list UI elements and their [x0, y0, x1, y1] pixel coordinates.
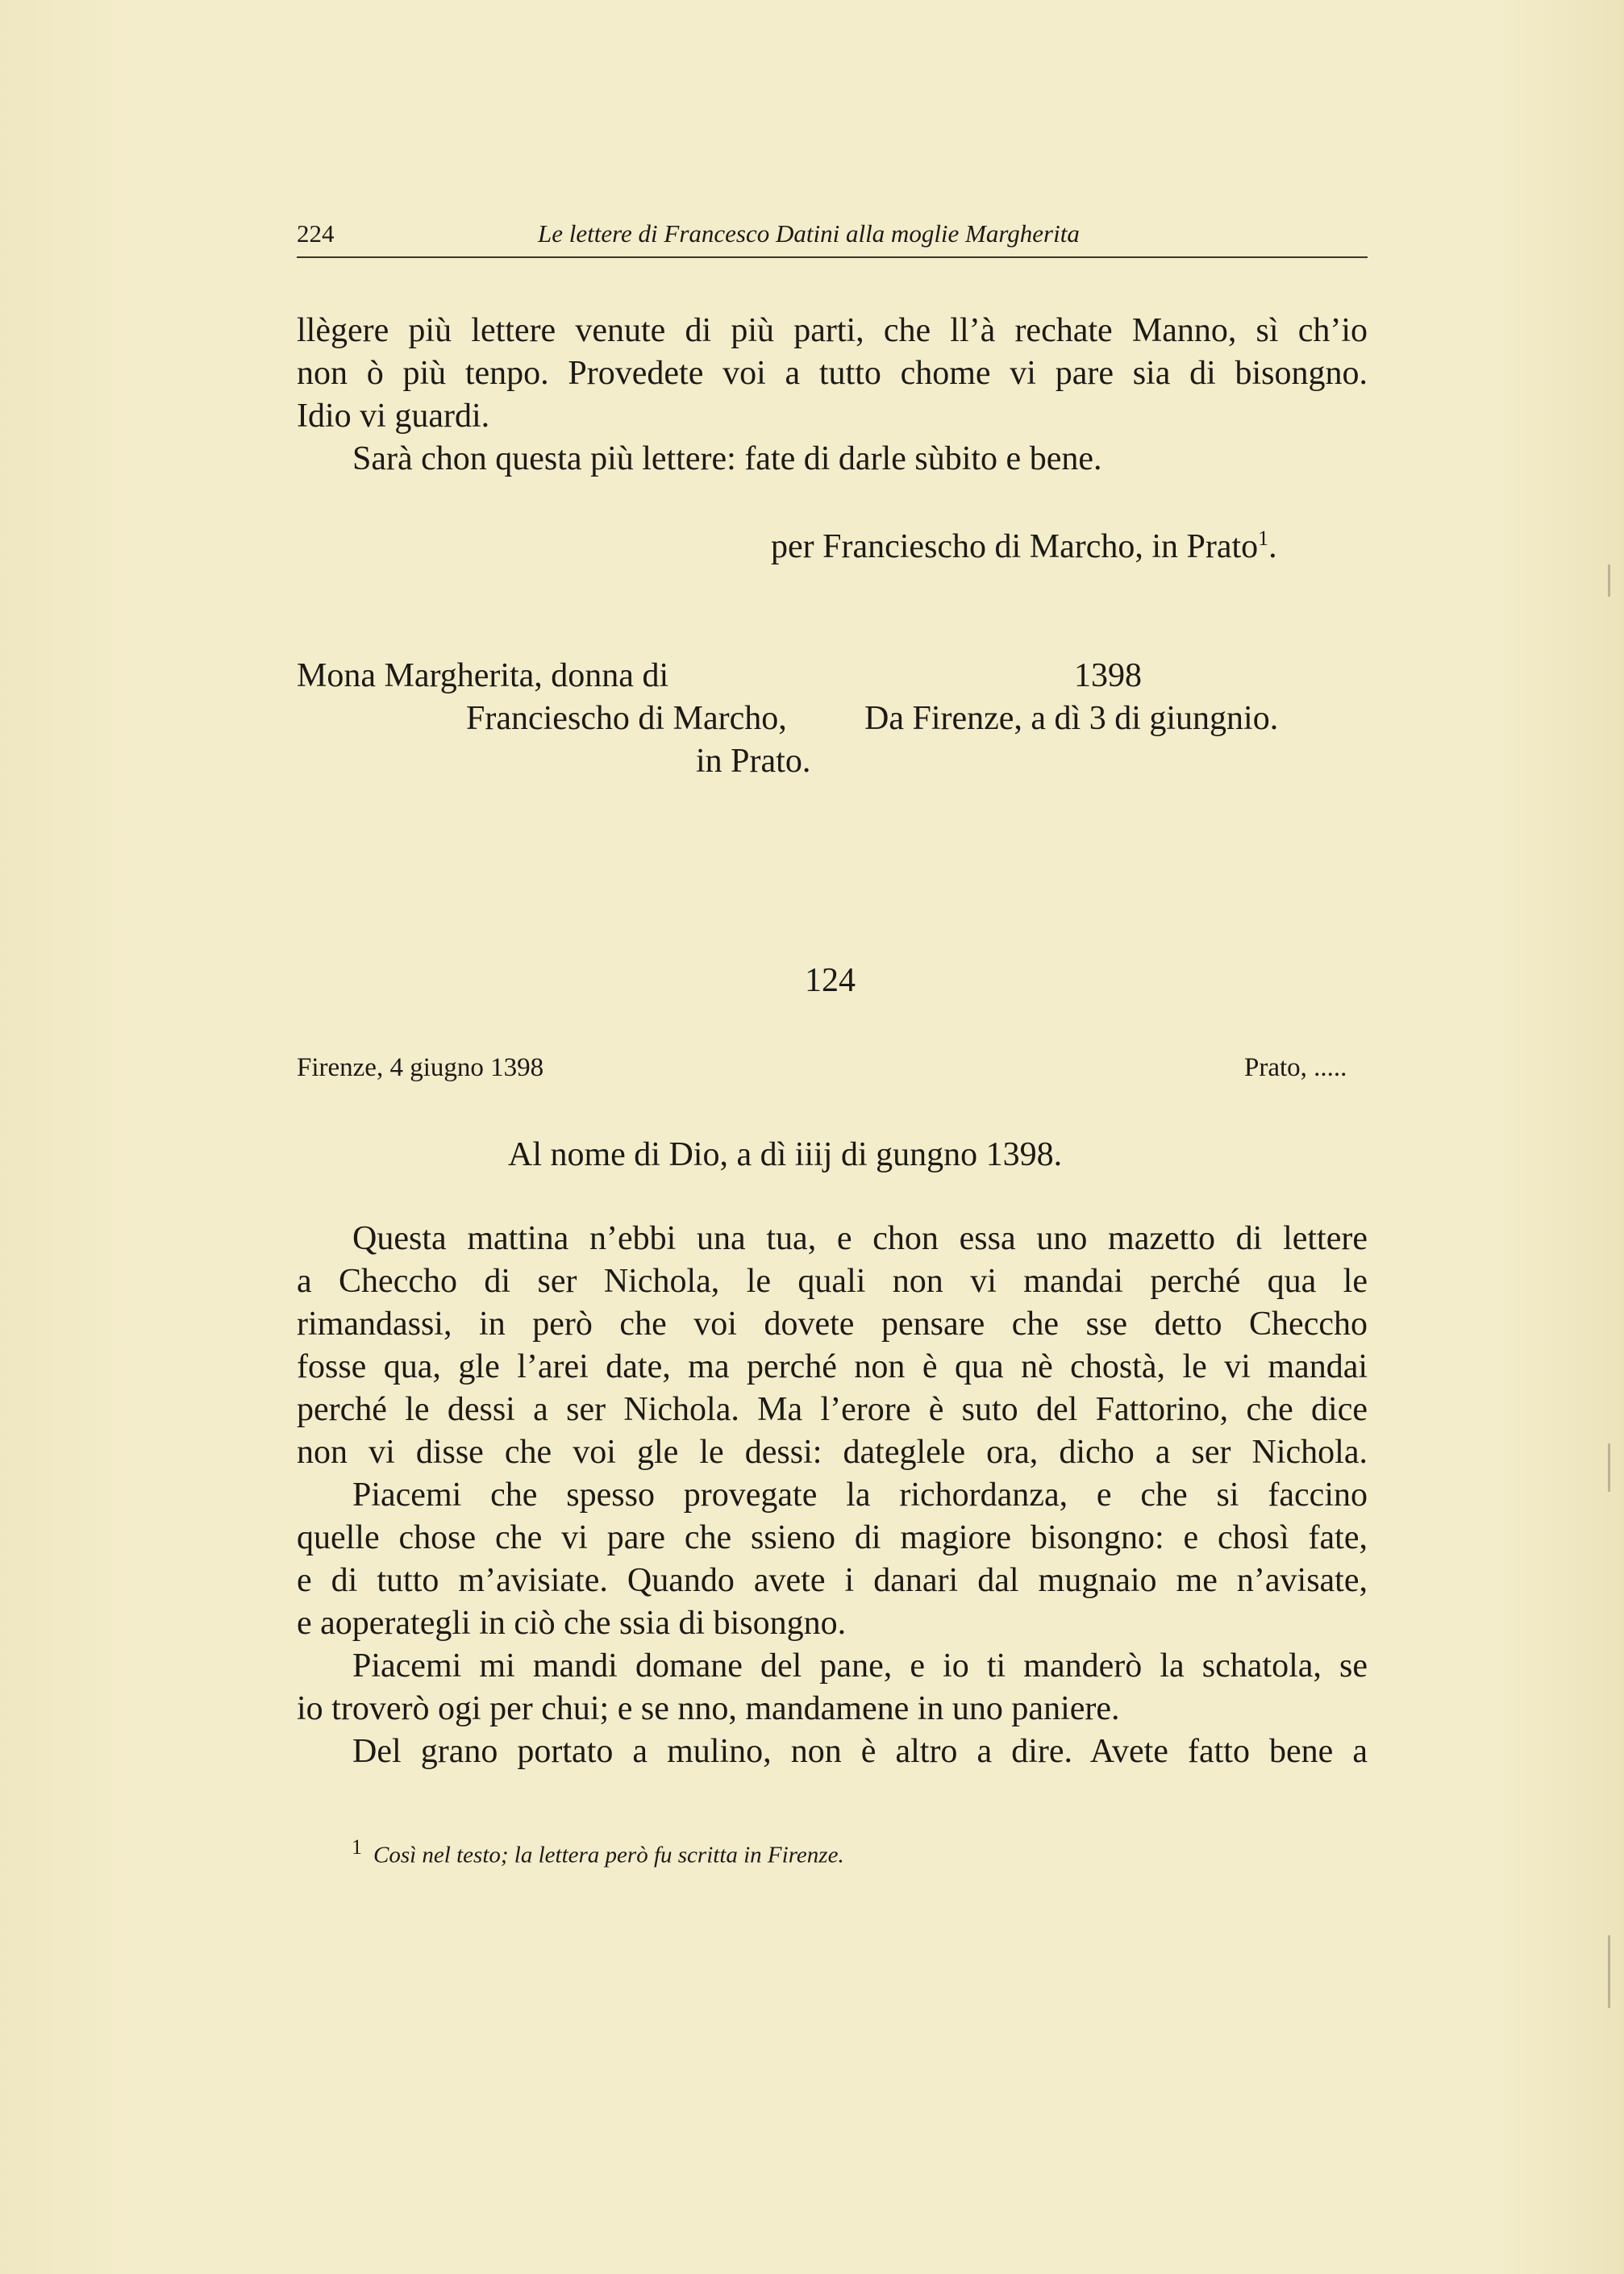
- text-line: io troverò ogi per chui; e se nno, mandamene in uno paniere.: [297, 1690, 1120, 1727]
- letter-end-paragraph: [297, 310, 1368, 481]
- text-line: Piacemi mi mandi domane del pane, e io ti manderò la schatola, se: [352, 1647, 1368, 1685]
- letter-to: Prato, .....: [1244, 1053, 1347, 1082]
- running-title: Le lettere di Francesco Datini alla moglie Margherita: [538, 219, 1080, 248]
- footnote-ref: 1: [1258, 527, 1269, 550]
- text-line: Idio vi guardi.: [297, 398, 490, 435]
- address-line-2: Franciescho di Marcho,: [466, 700, 787, 737]
- text-line: Del grano portato a mulino, non è altro a dire. Avete fatto bene a: [352, 1733, 1368, 1770]
- address-line-1: Mona Margherita, donna di: [297, 657, 669, 694]
- letter-number: 124: [805, 962, 856, 999]
- text-line: quelle chose che vi pare che ssieno di magiore bisongno: e chosì fate,: [297, 1519, 1368, 1556]
- footnote: [352, 1835, 844, 1869]
- address-year: 1398: [1074, 657, 1142, 694]
- text-line: Questa mattina n’ebbi una tua, e chon essa uno mazetto di lettere: [352, 1220, 1368, 1257]
- signature-text: per Franciescho di Marcho, in Prato: [771, 528, 1259, 565]
- signature-period: .: [1268, 528, 1277, 565]
- letter-opening: Al nome di Dio, a dì iiij di gungno 1398.: [508, 1136, 1063, 1173]
- address-date: Da Firenze, a dì 3 di giungnio.: [864, 700, 1279, 737]
- page-edge-mark: [1608, 1935, 1610, 2008]
- text-line: rimandassi, in però che voi dovete pensare che sse detto Checcho: [297, 1306, 1368, 1343]
- letter-from: Firenze, 4 giugno 1398: [297, 1053, 544, 1082]
- footnote-text: Così nel testo; la lettera però fu scritta in Firenze.: [373, 1842, 844, 1868]
- text-line: Sarà chon questa più lettere: fate di darle sùbito e bene.: [352, 440, 1102, 477]
- text-line: Piacemi che spesso provegate la richordanza, e che si faccino: [352, 1476, 1368, 1514]
- text-line: non ò più tenpo. Provedete voi a tutto chome vi pare sia di bisongno.: [297, 355, 1368, 392]
- footnote-marker: 1: [352, 1835, 362, 1859]
- text-line: non vi disse che voi gle le dessi: dateglele ora, dicho a ser Nichola.: [297, 1434, 1368, 1471]
- text-line: a Checcho di ser Nichola, le quali non vi mandai perché qua le: [297, 1263, 1368, 1300]
- page-edge-mark: [1608, 1443, 1610, 1492]
- page-edge-mark: [1608, 564, 1610, 597]
- letter-body: [297, 1218, 1368, 1773]
- signature: [771, 526, 1277, 568]
- text-line: fosse qua, gle l’arei date, ma perché non è qua nè chostà, le vi mandai: [297, 1348, 1368, 1385]
- page-number: 224: [297, 219, 335, 248]
- text-line: perché le dessi a ser Nichola. Ma l’erore è suto del Fattorino, che dice: [297, 1391, 1368, 1428]
- text-line: e aoperategli in ciò che ssia di bisongno.: [297, 1605, 847, 1642]
- text-line: e di tutto m’avisiate. Quando avete i danari dal mugnaio me n’avisate,: [297, 1562, 1368, 1599]
- address-line-3: in Prato.: [696, 743, 811, 780]
- text-line: llègere più lettere venute di più parti, che ll’à rechate Manno, sì ch’io: [297, 312, 1368, 349]
- header-rule: [297, 256, 1368, 258]
